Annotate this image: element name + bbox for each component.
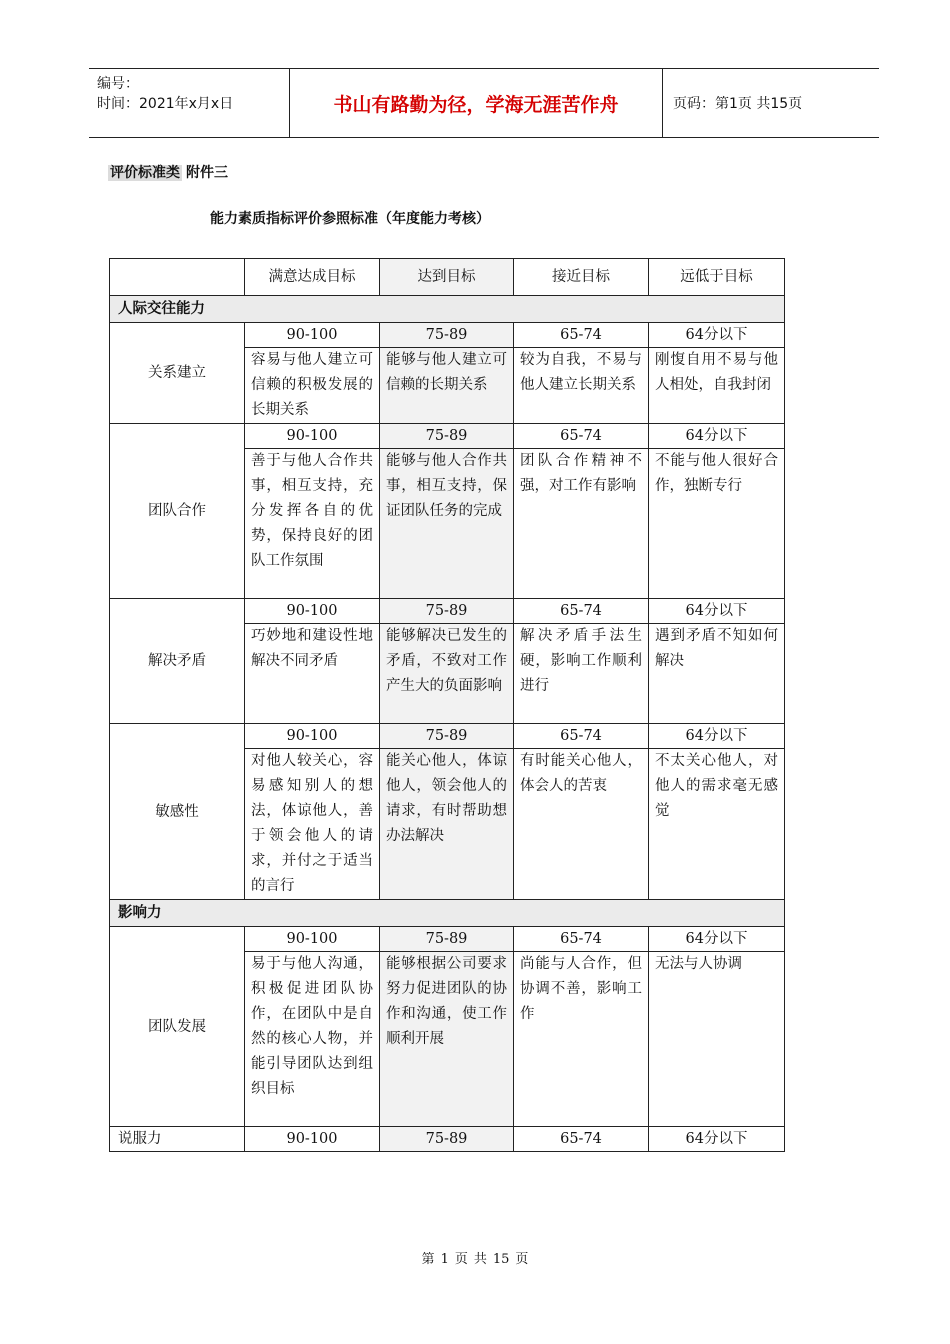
page-header	[89, 68, 879, 138]
score-cell: 75-89	[380, 424, 514, 449]
score-cell: 75-89	[380, 724, 514, 749]
score-cell: 90-100	[245, 599, 380, 624]
column-header: 接近目标	[514, 259, 649, 296]
description-cell: 解决矛盾手法生硬，影响工作顺利进行	[514, 624, 649, 724]
evaluation-table	[109, 258, 785, 1152]
description-cell: 能够根据公司要求努力促进团队的协作和沟通，使工作顺利开展	[380, 952, 514, 1127]
description-cell: 不太关心他人，对他人的需求毫无感觉	[649, 749, 785, 900]
footer-text: 共	[473, 1252, 487, 1267]
header-page-info: 页码：第1页 共15页	[673, 96, 803, 112]
score-row	[110, 724, 785, 749]
score-cell: 65-74	[514, 599, 649, 624]
criterion-name: 解决矛盾	[110, 599, 245, 724]
score-cell: 65-74	[514, 927, 649, 952]
score-row	[110, 323, 785, 348]
footer-total-pages: 15	[492, 1252, 510, 1267]
score-cell: 64分以下	[649, 1127, 785, 1152]
footer-text: 页	[454, 1252, 468, 1267]
score-cell: 90-100	[245, 424, 380, 449]
score-cell: 65-74	[514, 323, 649, 348]
column-header: 远低于目标	[649, 259, 785, 296]
criterion-name: 关系建立	[110, 323, 245, 424]
criterion-name: 团队合作	[110, 424, 245, 599]
score-cell: 64分以下	[649, 424, 785, 449]
description-cell: 易于与他人沟通，积极促进团队协作，在团队中是自然的核心人物，并能引导团队达到组织目标	[245, 952, 380, 1127]
group-label: 影响力	[110, 900, 785, 927]
score-cell: 65-74	[514, 424, 649, 449]
description-cell: 能够解决已发生的矛盾，不致对工作产生大的负面影响	[380, 624, 514, 724]
description-cell: 不能与他人很好合作，独断专行	[649, 449, 785, 599]
description-cell: 遇到矛盾不知如何解决	[649, 624, 785, 724]
score-row	[110, 927, 785, 952]
description-cell: 能够与他人建立可信赖的长期关系	[380, 348, 514, 424]
score-cell: 64分以下	[649, 927, 785, 952]
score-cell: 65-74	[514, 1127, 649, 1152]
score-row	[110, 424, 785, 449]
score-cell: 64分以下	[649, 724, 785, 749]
group-label: 人际交往能力	[110, 296, 785, 323]
description-cell: 刚愎自用不易与他人相处，自我封闭	[649, 348, 785, 424]
category-label: 评价标准类	[110, 165, 180, 181]
description-cell: 容易与他人建立可信赖的积极发展的长期关系	[245, 348, 380, 424]
description-cell: 能够与他人合作共事，相互支持，保证团队任务的完成	[380, 449, 514, 599]
score-cell: 75-89	[380, 1127, 514, 1152]
group-row	[110, 900, 785, 927]
score-cell: 90-100	[245, 724, 380, 749]
score-cell: 64分以下	[649, 599, 785, 624]
score-row	[110, 599, 785, 624]
description-cell: 团队合作精神不强，对工作有影响	[514, 449, 649, 599]
time-label: 时间：2021年x月x日	[97, 96, 234, 112]
column-header: 满意达成目标	[245, 259, 380, 296]
score-cell: 90-100	[245, 323, 380, 348]
header-empty-cell	[110, 259, 245, 296]
score-cell: 65-74	[514, 724, 649, 749]
attachment-label: 附件三	[186, 165, 228, 181]
header-motto: 书山有路勤为径，学海无涯苦作舟	[290, 69, 663, 137]
footer-text: 页	[515, 1252, 529, 1267]
criterion-name: 敏感性	[110, 724, 245, 900]
criterion-name: 团队发展	[110, 927, 245, 1127]
table-header-row	[110, 259, 785, 296]
section-label	[108, 162, 228, 182]
score-row	[110, 1127, 785, 1152]
score-cell: 75-89	[380, 323, 514, 348]
score-cell: 64分以下	[649, 323, 785, 348]
group-row	[110, 296, 785, 323]
document-title: 能力素质指标评价参照标准（年度能力考核）	[210, 211, 490, 227]
description-cell: 较为自我，不易与他人建立长期关系	[514, 348, 649, 424]
description-cell: 尚能与人合作，但协调不善，影响工作	[514, 952, 649, 1127]
footer-text: 第	[421, 1252, 435, 1267]
description-cell: 善于与他人合作共事，相互支持，充分发挥各自的优势，保持良好的团队工作氛围	[245, 449, 380, 599]
description-cell: 能关心他人，体谅他人，领会他人的请求，有时帮助想办法解决	[380, 749, 514, 900]
criterion-name: 说服力	[110, 1127, 245, 1152]
score-cell: 75-89	[380, 927, 514, 952]
footer-page-number: 1	[440, 1252, 449, 1267]
description-cell: 对他人较关心，容易感知别人的想法，体谅他人，善于领会他人的请求，并付之于适当的言行	[245, 749, 380, 900]
score-cell: 75-89	[380, 599, 514, 624]
description-cell: 有时能关心他人，体会人的苦衷	[514, 749, 649, 900]
header-meta	[89, 69, 290, 137]
score-cell: 90-100	[245, 1127, 380, 1152]
page-footer	[0, 1248, 950, 1267]
description-cell: 无法与人协调	[649, 952, 785, 1127]
description-cell: 巧妙地和建设性地解决不同矛盾	[245, 624, 380, 724]
score-cell: 90-100	[245, 927, 380, 952]
column-header: 达到目标	[380, 259, 514, 296]
number-label: 编号：	[97, 76, 139, 92]
